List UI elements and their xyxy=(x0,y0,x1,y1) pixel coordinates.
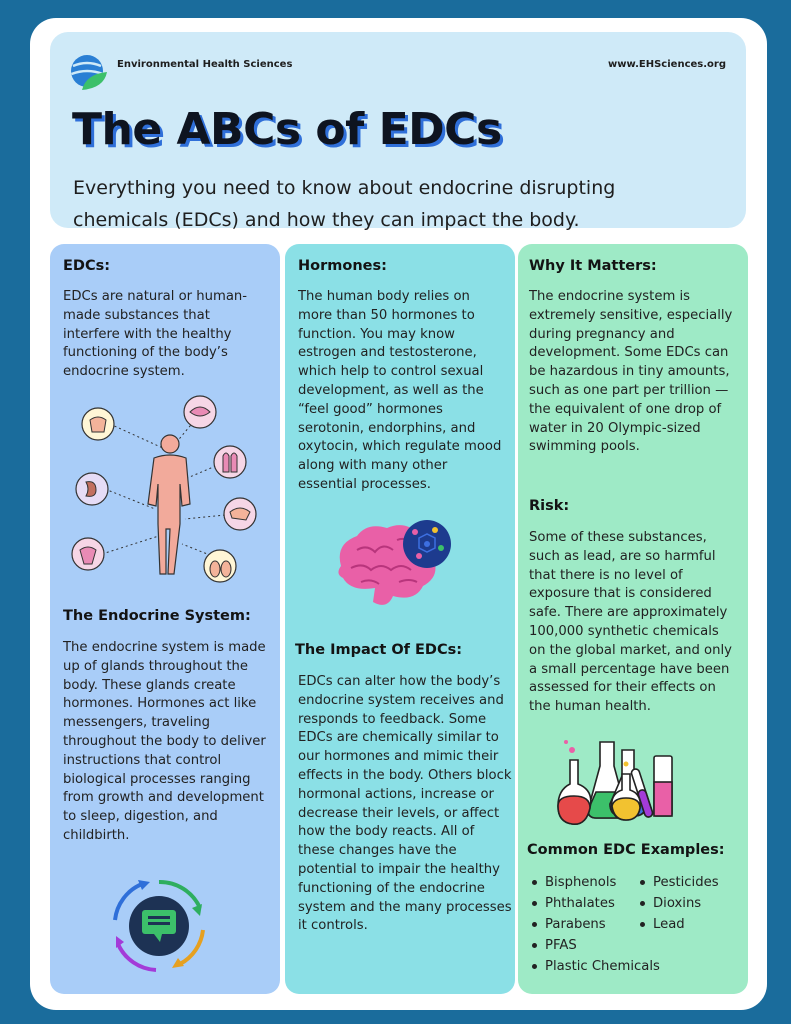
edcs-text: EDCs are natural or human-made substances that interfere with the healthy functioning of the body’s endocrine system. xyxy=(63,289,248,380)
infographic-sheet xyxy=(30,18,767,1010)
lab-flasks-icon xyxy=(556,736,696,828)
examples-heading: Common EDC Examples: xyxy=(527,842,725,858)
organization-name: Environmental Health Sciences xyxy=(117,59,293,70)
feedback-cycle-icon xyxy=(104,874,214,976)
hormones-heading: Hormones: xyxy=(298,258,387,274)
edcs-heading: EDCs: xyxy=(63,258,111,274)
endocrine-heading: The Endocrine System: xyxy=(63,608,251,624)
website-url[interactable]: www.EHSciences.org xyxy=(608,59,726,70)
hormones-text: The human body relies on more than 50 hormones to function. You may know estrogen and testosterone, which help to control sexual development, as well as the “feel good” hormones serotonin, endorphins, and oxytocin, which regulate mood along with many other essential processes. xyxy=(298,289,502,492)
why-heading: Why It Matters: xyxy=(529,258,657,274)
list-item: Bisphenols xyxy=(530,872,640,893)
list-item: Phthalates xyxy=(530,893,640,914)
list-item: Pesticides xyxy=(638,872,738,893)
page-title: The ABCs of EDCs xyxy=(72,104,502,155)
list-item: Parabens xyxy=(530,914,640,935)
list-item: Plastic Chemicals xyxy=(530,956,640,977)
endocrine-text: The endocrine system is made up of glands throughout the body. These glands create hormones. Hormones act like messengers, traveling throughout the body to deliver instructions that control biological processes ranging from growth and development to sleep, digestion, and childbirth. xyxy=(63,640,266,843)
column-hormones xyxy=(285,244,515,994)
impact-text: EDCs can alter how the body’s endocrine system receives and responds to feedback. Some EDCs are chemically similar to our hormones and mimic their effects in the body. Others block hormonal actions, increase or decrease their levels, or affect how the body reacts. All of these changes have the potential to impair the healthy functioning of the endocrine system and the many processes it controls. xyxy=(298,674,512,934)
list-item: PFAS xyxy=(530,935,640,956)
column-why-it-matters xyxy=(518,244,748,994)
list-item: Dioxins xyxy=(638,893,738,914)
examples-list-right xyxy=(638,872,738,935)
human-body-organs-icon xyxy=(70,394,260,590)
risk-text: Some of these substances, such as lead, are so harmful that there is no level of exposure that is considered safe. There are approximately 100,000 synthetic chemicals on the global market, and only a small percentage have been assessed for their effects on the human health. xyxy=(529,530,732,715)
list-item: Lead xyxy=(638,914,738,935)
examples-list-left xyxy=(530,872,660,977)
column-edcs xyxy=(50,244,280,994)
header-banner xyxy=(50,32,746,231)
page-subtitle: Everything you need to know about endocrine disrupting chemicals (EDCs) and how they can impact the body. xyxy=(73,177,616,231)
risk-heading: Risk: xyxy=(529,498,570,514)
brain-icon xyxy=(331,516,457,612)
why-text: The endocrine system is extremely sensitive, especially during pregnancy and development. Some EDCs can be hazardous in tiny amounts, such as one part per trillion — the equivalent of one drop of water in 20 Olympic-sized swimming pools. xyxy=(529,289,733,455)
impact-heading: The Impact Of EDCs: xyxy=(295,642,463,658)
globe-leaf-logo-icon xyxy=(70,54,108,92)
